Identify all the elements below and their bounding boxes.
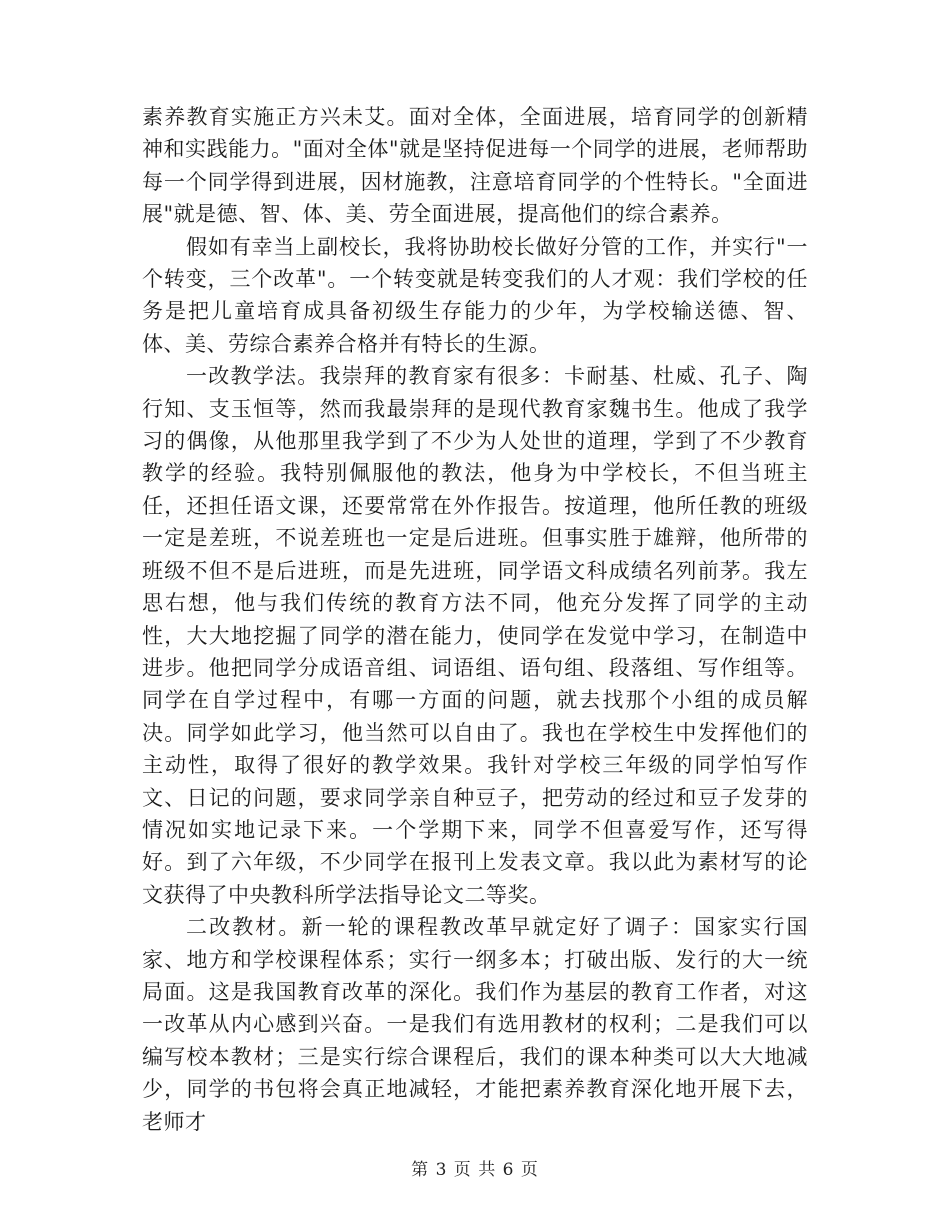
page-number-footer: 第 3 页 共 6 页: [411, 1160, 539, 1180]
paragraph-3: 一改教学法。我崇拜的教育家有很多：卡耐基、杜威、孔子、陶行知、支玉恒等，然而我最崇拜的是现代教育家魏书生。他成了我学习的偶像，从他那里我学到了不少为人处世的道理，学到了不少教育教学的经验。我特别佩服他的教法，他身为中学校长，不但当班主任，还担任语文课，还要常常在外作报告。按道理，他所任教的班级一定是差班，不说差班也一定是后进班。但事实胜于雄辩，他所带的班级不但不是后进班，而是先进班，同学语文科成绩名列前茅。我左思右想，他与我们传统的教育方法不同，他充分发挥了同学的主动性，大大地挖掘了同学的潜在能力，使同学在发觉中学习，在制造中进步。他把同学分成语音组、词语组、语句组、段落组、写作组等。同学在自学过程中，有哪一方面的问题，就去找那个小组的成员解决。同学如此学习，他当然可以自由了。我也在学校生中发挥他们的主动性，取得了很好的教学效果。我针对学校三年级的同学怕写作文、日记的问题，要求同学亲自种豆子，把劳动的经过和豆子发芽的情况如实地记录下来。一个学期下来，同学不但喜爱写作，还写得好。到了六年级，不少同学在报刊上发表文章。我以此为素材写的论文获得了中央教科所学法指导论文二等奖。: [142, 364, 808, 907]
paragraph-2: 假如有幸当上副校长，我将协助校长做好分管的工作，并实行"一个转变，三个改革"。一个转变就是转变我们的人才观：我们学校的任务是把儿童培育成具备初级生存能力的少年，为学校输送德、智、体、美、劳综合素养合格并有特长的生源。: [142, 234, 808, 356]
document-body: [142, 101, 808, 1138]
paragraph-1: 素养教育实施正方兴未艾。面对全体，全面进展，培育同学的创新精神和实践能力。"面对全体"就是坚持促进每一个同学的进展，老师帮助每一个同学得到进展，因材施教，注意培育同学的个性特长。"全面进展"就是德、智、体、美、劳全面进展，提高他们的综合素养。: [142, 105, 808, 227]
paragraph-4: 二改教材。新一轮的课程教改革早就定好了调子：国家实行国家、地方和学校课程体系；实行一纲多本；打破出版、发行的大一统局面。这是我国教育改革的深化。我们作为基层的教育工作者，对这一改革从内心感到兴奋。一是我们有选用教材的权利；二是我们可以编写校本教材；三是实行综合课程后，我们的课本种类可以大大地减少，同学的书包将会真正地减轻，才能把素养教育深化地开展下去，老师才: [142, 915, 808, 1134]
